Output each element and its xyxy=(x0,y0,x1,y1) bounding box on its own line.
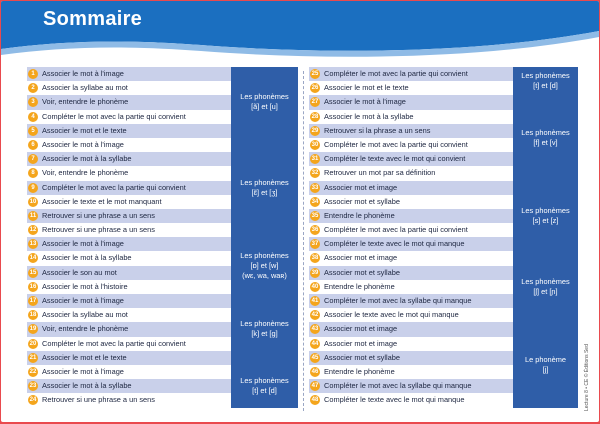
exercise-label: Compléter le texte avec le mot qui manque xyxy=(324,239,465,249)
credit-text: Lecture 8 • CE © Éditions Sed xyxy=(584,344,590,411)
exercise-label: Associer le mot à l'histoire xyxy=(42,281,128,291)
exercise-number-badge: 40 xyxy=(311,283,319,290)
exercise-label: Associer le mot à l'image xyxy=(42,366,124,376)
phoneme-label: [f] et [v] xyxy=(533,137,558,147)
exercise-label: Associer le mot et le texte xyxy=(42,125,127,135)
exercise-label: Associer mot et image xyxy=(324,253,398,263)
phoneme-label: [s] et [z] xyxy=(532,215,559,225)
phoneme-group xyxy=(309,67,578,95)
phoneme-label: [ʃ] et [ɲ] xyxy=(533,286,558,296)
phoneme-group xyxy=(27,294,298,365)
header-banner xyxy=(1,1,599,61)
exercise-number-badge: 10 xyxy=(29,198,37,205)
exercise-label: Retrouver si une phrase a un sens xyxy=(42,395,155,405)
exercise-number-badge: 7 xyxy=(28,154,38,164)
phoneme-group xyxy=(27,237,298,294)
exercise-label: Compléter le mot avec la partie qui convient xyxy=(42,111,186,121)
exercise-label: Entendre le phonème xyxy=(324,366,395,376)
exercise-label: Associer le mot à l'image xyxy=(324,97,406,107)
phoneme-group xyxy=(309,181,578,252)
exercise-label: Compléter le texte avec le mot qui convient xyxy=(324,154,466,164)
phoneme-label: Les phonèmes xyxy=(521,127,570,137)
exercise-number-badge: 16 xyxy=(29,283,37,290)
exercise-label: Retrouver si la phrase a un sens xyxy=(324,125,431,135)
phoneme-group xyxy=(309,95,578,180)
exercise-number-badge: 32 xyxy=(311,170,319,177)
exercise-label: Associer le texte avec le mot qui manque xyxy=(324,310,459,320)
exercise-label: Associer le mot à l'image xyxy=(42,239,124,249)
exercise-number-badge: 8 xyxy=(28,168,38,178)
phoneme-group xyxy=(309,322,578,407)
exercise-number-badge: 34 xyxy=(311,198,319,205)
left-column xyxy=(27,67,298,408)
exercise-number-badge: 27 xyxy=(311,99,319,106)
page-title: Sommaire xyxy=(43,8,143,30)
exercise-label: Voir, entendre le phonème xyxy=(42,97,129,107)
phoneme-box xyxy=(513,251,578,322)
exercise-number-badge: 2 xyxy=(28,83,38,93)
exercise-label: Compléter le mot avec la syllabe qui manque xyxy=(324,296,472,305)
exercise-number-badge: 21 xyxy=(29,354,37,361)
exercise-label: Entendre le phonème xyxy=(324,210,395,220)
exercise-label: Associer mot et image xyxy=(324,324,398,334)
exercise-label: Voir, entendre le phonème xyxy=(42,168,129,178)
exercise-number-badge: 6 xyxy=(28,140,38,150)
exercise-label: Compléter le mot avec la partie qui convient xyxy=(324,225,468,235)
page xyxy=(1,1,599,422)
exercise-label: Retrouver si une phrase a un sens xyxy=(42,210,155,220)
exercise-number-badge: 33 xyxy=(311,184,319,191)
exercise-number-badge: 30 xyxy=(311,141,319,148)
exercise-label: Retrouver un mot par sa définition xyxy=(324,168,436,178)
exercise-label: Associer mot et syllabe xyxy=(324,352,400,362)
exercise-label: Associer le mot à la syllabe xyxy=(324,111,414,121)
exercise-label: Compléter le mot avec la partie qui convient xyxy=(42,338,186,348)
exercise-label: Compléter le mot avec la partie qui convient xyxy=(42,182,186,192)
exercise-label: Associer le mot et le texte xyxy=(324,83,409,93)
exercise-number-badge: 23 xyxy=(29,383,37,390)
exercise-label: Associer mot et syllabe xyxy=(324,196,400,206)
exercise-label: Associer mot et image xyxy=(324,182,398,192)
exercise-label: Associer le mot à la syllabe xyxy=(42,381,132,391)
phoneme-label: [ã] et [u] xyxy=(251,102,278,112)
exercise-label: Associer le mot à la syllabe xyxy=(42,154,132,164)
exercise-number-badge: 1 xyxy=(28,69,38,79)
exercise-number-badge: 4 xyxy=(28,112,38,122)
phoneme-label: Les phonèmes xyxy=(240,92,289,102)
exercise-number-badge: 31 xyxy=(311,156,319,163)
phoneme-label: [k] et [g] xyxy=(251,329,278,339)
exercise-number-badge: 41 xyxy=(311,298,319,304)
exercise-number-badge: 42 xyxy=(311,312,319,319)
phoneme-box xyxy=(231,294,298,365)
phoneme-label: Les phonèmes xyxy=(240,319,289,329)
phoneme-box xyxy=(513,67,578,95)
phoneme-box xyxy=(231,365,298,408)
phoneme-group xyxy=(27,67,298,138)
exercise-label: Compléter le mot avec la partie qui convient xyxy=(324,139,468,149)
exercise-label: Entendre le phonème xyxy=(324,281,395,291)
phoneme-label: Les phonèmes xyxy=(240,177,289,187)
phoneme-label: Les phonèmes xyxy=(240,250,289,260)
exercise-number-badge: 19 xyxy=(29,326,37,333)
exercise-number-badge: 13 xyxy=(29,241,37,248)
exercise-label: Associer le mot à l'image xyxy=(42,69,124,78)
exercise-number-badge: 36 xyxy=(311,227,319,234)
exercise-label: Associer le mot à la syllabe xyxy=(42,253,132,263)
phoneme-group xyxy=(27,138,298,237)
exercise-number-badge: 18 xyxy=(29,312,37,319)
exercise-number-badge: 39 xyxy=(311,269,319,276)
exercise-label: Associer le texte et le mot manquant xyxy=(42,196,162,206)
phoneme-box xyxy=(231,138,298,237)
exercise-number-badge: 29 xyxy=(311,127,319,134)
phoneme-label: [t] et [d] xyxy=(252,386,277,396)
exercise-label: Retrouver si une phrase a un sens xyxy=(42,225,155,235)
phoneme-box xyxy=(513,181,578,252)
right-column xyxy=(309,67,578,408)
exercise-label: Associer le mot à l'image xyxy=(42,296,124,305)
phoneme-box xyxy=(231,67,298,138)
phoneme-label: (wɛ, wa, waʀ) xyxy=(242,270,287,280)
exercise-number-badge: 28 xyxy=(311,113,319,120)
exercise-number-badge: 47 xyxy=(311,383,319,390)
exercise-number-badge: 26 xyxy=(311,85,319,92)
exercise-number-badge: 24 xyxy=(29,397,37,404)
phoneme-label: [j] xyxy=(542,364,549,374)
exercise-label: Associer mot et image xyxy=(324,338,398,348)
phoneme-label: Les phonèmes xyxy=(521,276,570,286)
exercise-label: Voir, entendre le phonème xyxy=(42,324,129,334)
exercise-label: Associer le mot à l'image xyxy=(42,139,124,149)
exercise-label: Associer mot et syllabe xyxy=(324,267,400,277)
exercise-number-badge: 44 xyxy=(311,340,319,347)
exercise-number-badge: 48 xyxy=(311,397,319,404)
exercise-number-badge: 15 xyxy=(29,269,37,276)
phoneme-label: [ɒ] et [w] xyxy=(250,260,279,270)
exercise-number-badge: 9 xyxy=(28,183,38,193)
phoneme-box xyxy=(513,322,578,407)
exercise-number-badge: 43 xyxy=(311,326,319,333)
exercise-number-badge: 12 xyxy=(29,227,37,234)
exercise-number-badge: 46 xyxy=(311,368,319,375)
exercise-label: Associer le son au mot xyxy=(42,267,117,277)
exercise-number-badge: 3 xyxy=(28,97,38,107)
exercise-label: Associer la syllabe au mot xyxy=(42,83,128,93)
exercise-number-badge: 20 xyxy=(29,340,37,347)
phoneme-group xyxy=(27,365,298,408)
phoneme-box xyxy=(513,95,578,180)
phoneme-label: [ɛ̃] et [ʒ] xyxy=(251,187,278,197)
exercise-number-badge: 22 xyxy=(29,368,37,375)
exercise-label: Associer la syllabe au mot xyxy=(42,310,128,320)
exercise-number-badge: 38 xyxy=(311,255,319,262)
exercise-number-badge: 35 xyxy=(311,212,319,219)
exercise-number-badge: 14 xyxy=(29,255,37,262)
exercise-number-badge: 37 xyxy=(311,241,319,248)
exercise-label: Compléter le texte avec le mot qui manque xyxy=(324,395,465,405)
exercise-number-badge: 45 xyxy=(311,354,319,361)
phoneme-label: Les phonèmes xyxy=(521,71,570,81)
phoneme-label: Les phonèmes xyxy=(521,205,570,215)
exercise-label: Compléter le mot avec la syllabe qui manque xyxy=(324,381,472,391)
exercise-number-badge: 5 xyxy=(28,126,38,136)
phoneme-label: [t] et [d] xyxy=(533,81,558,91)
column-divider xyxy=(303,71,304,411)
phoneme-box xyxy=(231,237,298,294)
exercise-number-badge: 11 xyxy=(29,212,37,219)
phoneme-label: Les phonèmes xyxy=(240,376,289,386)
phoneme-group xyxy=(309,251,578,322)
exercise-number-badge: 25 xyxy=(311,71,319,77)
exercise-number-badge: 17 xyxy=(29,298,37,304)
phoneme-label: Le phonème xyxy=(524,354,567,364)
exercise-label: Compléter le mot avec la partie qui convient xyxy=(324,69,468,78)
exercise-label: Associer le mot et le texte xyxy=(42,352,127,362)
